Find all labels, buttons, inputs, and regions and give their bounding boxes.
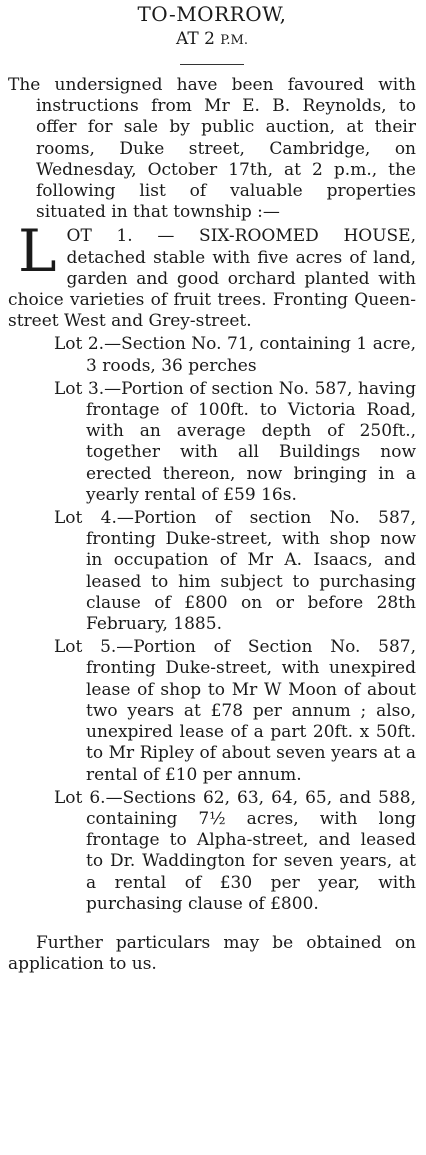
sale-time-prefix: AT 2 <box>175 29 221 49</box>
lot-3: Lot 3.—Portion of section No. 587, having frontage of 100ft. to Victoria Road, with an average depth of 250ft., together with all Buildings now erected thereon, now bringing in a yearly rental of £59 16s. <box>54 378 416 505</box>
lot-1 <box>8 217 416 332</box>
lot-4: Lot 4.—Portion of section No. 587, fronting Duke-street, with shop now in occupation of Mr A. Isaacs, and leased to him subject to purchasing clause of £800 on or before 28th February, 1885. <box>54 508 416 635</box>
page-title: TO-MORROW, <box>137 2 287 26</box>
advertisement-page <box>0 2 426 1155</box>
lot-5: Lot 5.—Portion of Section No. 587, fronting Duke-street, with unexpired lease of shop to Mr W Moon of about two years at £78 per annum ; also, unexpired lease of a part 20ft. x 50ft. to Mr Ripley of about seven years at a rental of £10 per annum. <box>54 637 416 785</box>
divider <box>180 64 244 65</box>
lot-2: Lot 2.—Section No. 71, containing 1 acre, 3 roods, 36 perches <box>54 334 416 376</box>
drop-cap: L <box>18 217 57 286</box>
sale-time-suffix: P.M. <box>220 33 248 48</box>
lot-1-text: OT 1. — SIX-ROOMED HOUSE, detached stable with five acres of land, garden and good orchard planted with choice varieties of fruit trees. Fronting Queen-street West and Grey-street. <box>8 226 416 332</box>
intro-paragraph: The undersigned have been favoured with instructions from Mr E. B. Reynolds, to offer for sale by public auction, at their rooms, Duke street, Cambridge, on Wednesday, October 17th, at 2 p.m., the following list of valuable properties situated in that township :— <box>8 75 416 223</box>
lot-6: Lot 6.—Sections 62, 63, 64, 65, and 588, containing 7½ acres, with long frontage to Alpha-street, and leased to Dr. Waddington for seven years, at a rental of £30 per year, with purchasing clause of £800. <box>54 787 416 914</box>
footer <box>8 933 416 975</box>
footer-text: Further particulars may be obtained on application to us. <box>8 932 416 975</box>
sale-time <box>8 28 416 52</box>
